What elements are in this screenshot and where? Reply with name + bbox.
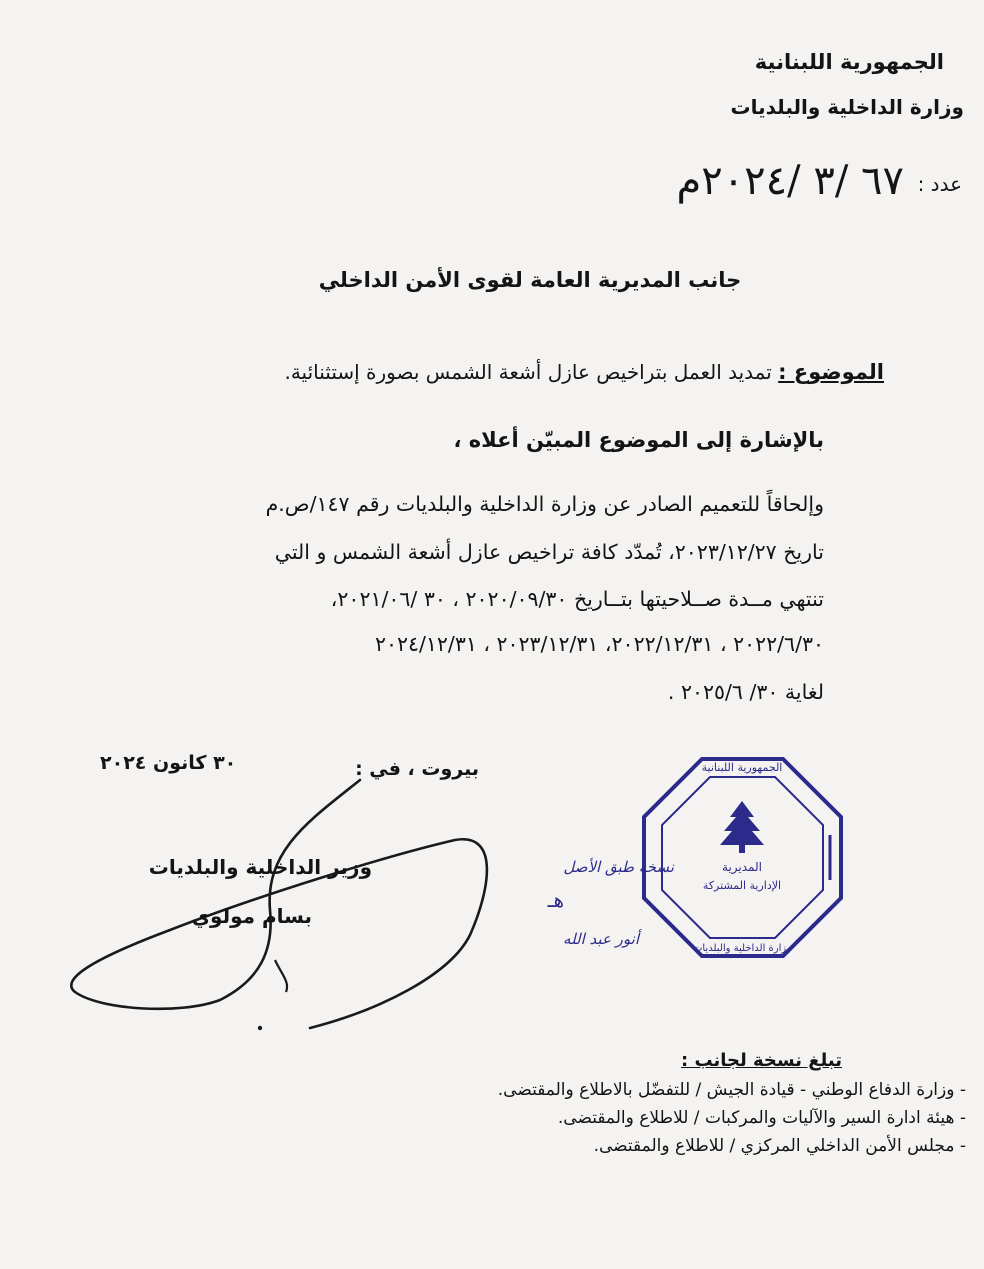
stamp-inner-line1: المديرية bbox=[722, 860, 762, 874]
stamp-bottom-text: وزارة الداخلية والبلديات bbox=[692, 943, 792, 954]
body-line: تاريخ ٢٠٢٣/١٢/٢٧، تُمدّد كافة تراخيص عازل أشعة الشمس و التي bbox=[274, 540, 824, 564]
copy-item: - وزارة الدفاع الوطني - قيادة الجيش / للتفضّل بالاطلاع والمقتضى. bbox=[497, 1080, 966, 1100]
body-line: لغاية ٣٠/ ٢٠٢٥/٦ . bbox=[667, 680, 824, 704]
subject-label: الموضوع : bbox=[778, 360, 884, 384]
copy-item: - مجلس الأمن الداخلي المركزي / للاطلاع والمقتضى. bbox=[593, 1136, 966, 1156]
number-label: عدد : bbox=[917, 172, 962, 196]
copies-title: تبلغ نسخة لجانب : bbox=[680, 1050, 842, 1071]
body-line: وإلحاقاً للتعميم الصادر عن وزارة الداخلية والبلديات رقم ١٤٧/ص.م bbox=[265, 492, 824, 516]
stamp-outer-text: الجمهورية اللبنانية bbox=[701, 761, 783, 774]
stamp-copy-note: نسخة طبق الأصل bbox=[563, 858, 674, 876]
stamp-inner-line2: الإدارية المشتركة bbox=[702, 879, 782, 892]
stamp-sign-mark: هـ bbox=[547, 888, 564, 912]
addressee: جانب المديرية العامة لقوى الأمن الداخلي bbox=[318, 268, 742, 292]
ministry-heading: وزارة الداخلية والبلديات bbox=[730, 95, 964, 119]
document-number: ٦٧ /٣ /٢٠٢٤م bbox=[676, 158, 904, 204]
minister-title: وزير الداخلية والبلديات bbox=[148, 855, 372, 879]
body-line: ٢٠٢٢/٦/٣٠ ، ٢٠٢٢/١٢/٣١، ٢٠٢٣/١٢/٣١ ، ٢٠٢٤/١٢/٣١ bbox=[374, 632, 824, 656]
subject-line bbox=[284, 360, 884, 384]
signature-date: ٣٠ كانون ٢٠٢٤ bbox=[100, 752, 237, 774]
body-line: تنتهي مــدة صــلاحيتها بتــاريخ ٢٠٢٠/٠٩/٣٠ ، ٣٠ /٢٠٢١/٠٦، bbox=[330, 587, 824, 611]
republic-heading: الجمهورية اللبنانية bbox=[754, 50, 944, 74]
signature-place: بيروت ، في : bbox=[355, 758, 479, 780]
subject-text: تمديد العمل بتراخيص عازل أشعة الشمس بصورة إستثنائية. bbox=[284, 360, 772, 384]
reference-line: بالإشارة إلى الموضوع المبيّن أعلاه ، bbox=[453, 428, 824, 452]
minister-name: بسام مولوي bbox=[191, 904, 312, 928]
copy-item: - هيئة ادارة السير والآليات والمركبات / للاطلاع والمقتضى. bbox=[557, 1108, 966, 1128]
stamp-signer: أنور عبد الله bbox=[563, 930, 639, 948]
